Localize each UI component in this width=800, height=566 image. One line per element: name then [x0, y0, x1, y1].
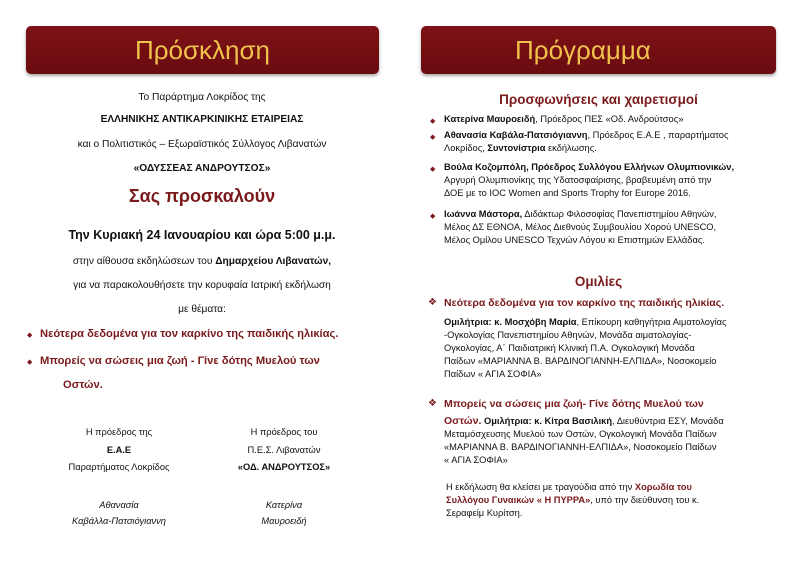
greeting-role: εκδήλωσης.	[548, 143, 597, 154]
closing-text: , υπό την διεύθυνση του κ.	[590, 495, 700, 506]
speaker-role: « ΑΓΙΑ ΣΟΦΙΑ»	[444, 455, 508, 466]
greeting-name: Βούλα Κοζομπόλη, Πρόεδρος Συλλόγου Ελλήνων Ολυμπιονικών,	[444, 162, 735, 172]
greeting-role: Αργυρή Ολυμπιονίκης της Υδατοσφαίρισης, βραβευμένη από την	[444, 175, 712, 186]
venue-line	[0, 256, 404, 267]
signature-right-role: Η πρόεδρος του	[250, 427, 318, 437]
talks-heading: Ομιλίες	[574, 274, 623, 289]
diamond-bullet-icon: ◆	[430, 213, 436, 220]
greeting-role: Διδάκτωρ Φιλοσοφίας Πανεπιστημίου Αθηνών,	[522, 209, 717, 219]
signature-right-name: Κατερίνα	[265, 500, 303, 510]
diamond-bullet-icon: ◆	[27, 359, 33, 366]
intro-club-name: «ΟΔΥΣΣΕΑΣ ΑΝΔΡΟΥΤΣΟΣ»	[133, 163, 271, 174]
greeting-item	[444, 161, 780, 200]
closing-text: Η εκδήλωση θα κλείσει με τραγούδια από την	[446, 482, 633, 492]
diamond-bullet-icon: ◆	[430, 166, 436, 173]
speaker-name: Ομιλήτρια: κ. Κίτρα Βασιλική	[483, 416, 613, 426]
speaker-role: , Επίκουρη καθηγήτρια Αιματολογίας	[576, 317, 727, 327]
topics-intro: με θέματα:	[178, 304, 226, 315]
venue-prefix: στην αίθουσα εκδηλώσεων του	[72, 256, 213, 267]
speaker-role: -Ογκολογίας Πανεπιστημίου Αθηνών, Μονάδα αιματολογίας-	[444, 330, 692, 341]
closing-text: Σεραφείμ Κυρίτση.	[446, 508, 523, 519]
greeting-item	[444, 208, 780, 247]
talk-details	[444, 415, 780, 467]
talk-title: Μπορείς να σώσεις μια ζωή- Γίνε δότης Μυελού των	[444, 398, 704, 410]
speaker-role: , Διευθύντρια ΕΣΥ, Μονάδα	[612, 416, 724, 426]
signature-left-role: Η πρόεδρος της	[85, 427, 153, 437]
talk-title: Νεότερα δεδομένα για τον καρκίνο της παιδικής ηλικίας.	[444, 297, 725, 309]
closing-note	[446, 481, 782, 520]
greeting-name: Κατερίνα Μαυροειδή	[444, 114, 536, 124]
talk-details	[444, 316, 780, 381]
diamond-bullet-icon: ◆	[27, 332, 33, 339]
star-bullet-icon: ❖	[428, 398, 437, 409]
choir-name: Χορωδία του	[634, 482, 692, 492]
signature-left-org: Ε.Α.Ε	[106, 445, 132, 455]
signature-left-branch: Παραρτήματος Λοκρίδος	[68, 462, 170, 472]
greeting-role: Λοκρίδος,	[444, 143, 485, 154]
topic-childhood-cancer: Νεότερα δεδομένα για τον καρκίνο της παιδικής ηλικίας.	[40, 328, 339, 340]
greetings-heading: Προσφωνήσεις και χαιρετισμοί	[499, 92, 698, 107]
diamond-bullet-icon: ◆	[430, 118, 436, 125]
greeting-role: ΔΟΕ με το IOC Women and Sports Trophy for Europe 2016.	[444, 188, 691, 199]
choir-name: Συλλόγου Γυναικών « Η ΠΥΡΡΑ»	[446, 495, 591, 506]
signature-right-surname: Μαυροειδή	[261, 516, 307, 526]
program-title: Πρόγραμμα	[515, 35, 651, 65]
talk-title-cont: Οστών.	[444, 415, 482, 427]
greeting-item	[444, 129, 780, 155]
greeting-role: Μέλος ΔΣ ΕΘΝΟΑ, Μέλος Διεθνούς Συμβουλίου Χορού UNESCO,	[444, 222, 717, 233]
purpose-line: για να παρακολουθήσετε την κορυφαία Ιατρική εκδήλωση	[73, 280, 331, 291]
invitation-banner	[26, 26, 379, 74]
greeting-role-highlight: Συντονίστρια	[487, 143, 546, 154]
signature-left-name: Αθανασία	[99, 500, 139, 510]
invitation-title: Πρόσκληση	[134, 35, 271, 65]
intro-line: Το Παράρτημα Λοκρίδος της	[138, 92, 266, 103]
signature-right-org: Π.Ε.Σ. Λιβανατών	[247, 445, 321, 455]
topic-bone-marrow-cont: Οστών.	[63, 379, 103, 391]
speaker-role: «ΜΑΡΙΑΝΝΑ Β. ΒΑΡΔΙΝΟΓΙΑΝΝΗ-ΕΛΠΙΔΑ», Νοσοκομείο Παίδων	[444, 442, 717, 453]
intro-line: και ο Πολιτιστικός – Εξωραϊστικός Σύλλογος Λιβανατών	[77, 139, 327, 150]
speaker-role: Παίδων « ΑΓΙΑ ΣΟΦΙΑ»	[444, 369, 542, 380]
topic-bone-marrow: Μπορείς να σώσεις μια ζωή - Γίνε δότης Μυελού των	[40, 355, 320, 367]
greeting-name: Αθανασία Καβάλα-Πατσιόγιαννη	[444, 130, 588, 140]
signature-left-surname: Καβάλλα-Πατσιόγιαννη	[72, 516, 166, 526]
diamond-bullet-icon: ◆	[430, 134, 436, 141]
greeting-item	[444, 113, 780, 126]
greeting-name: Ιωάννα Μάστορα,	[444, 209, 523, 219]
signature-right-club: «ΟΔ. ΑΝΔΡΟΥΤΣΟΣ»	[237, 462, 331, 472]
greeting-role: , Πρόεδρος ΠΕΣ «Οδ. Ανδρούτσος»	[535, 114, 684, 124]
greeting-role: , Πρόεδρος Ε.Α.Ε , παραρτήματος	[587, 130, 729, 140]
intro-organization: ΕΛΛΗΝΙΚΗΣ ΑΝΤΙΚΑΡΚΙΝΙΚΗΣ ΕΤΑΙΡΕΙΑΣ	[100, 114, 304, 125]
program-banner	[421, 26, 776, 74]
greeting-role: Μέλος Ομίλου UNESCO Τεχνών Λόγου κι Επιστημών Ελλάδας.	[444, 235, 705, 246]
invite-heading: Σας προσκαλούν	[128, 186, 276, 206]
speaker-role: Ογκολογίας, Α΄ Παιδιατρική Κλινική Π.Α. Ογκολογική Μονάδα	[444, 343, 695, 354]
event-date: Την Κυριακή 24 Ιανουαρίου και ώρα 5:00 μ.μ.	[68, 228, 336, 242]
speaker-name: Ομιλήτρια: κ. Μοσχόβη Μαρία	[444, 317, 577, 327]
star-bullet-icon: ❖	[428, 297, 437, 308]
speaker-role: Μεταμόσχευσης Μυελού των Οστών, Ογκολογική Μονάδα Παίδων	[444, 429, 717, 440]
venue-name: Δημαρχείου Λιβανατών,	[215, 256, 332, 267]
speaker-role: Παίδων «ΜΑΡΙΑΝΝΑ Β. ΒΑΡΔΙΝΟΓΙΑΝΝΗ-ΕΛΠΙΔΑ», Νοσοκομείο	[444, 356, 717, 367]
